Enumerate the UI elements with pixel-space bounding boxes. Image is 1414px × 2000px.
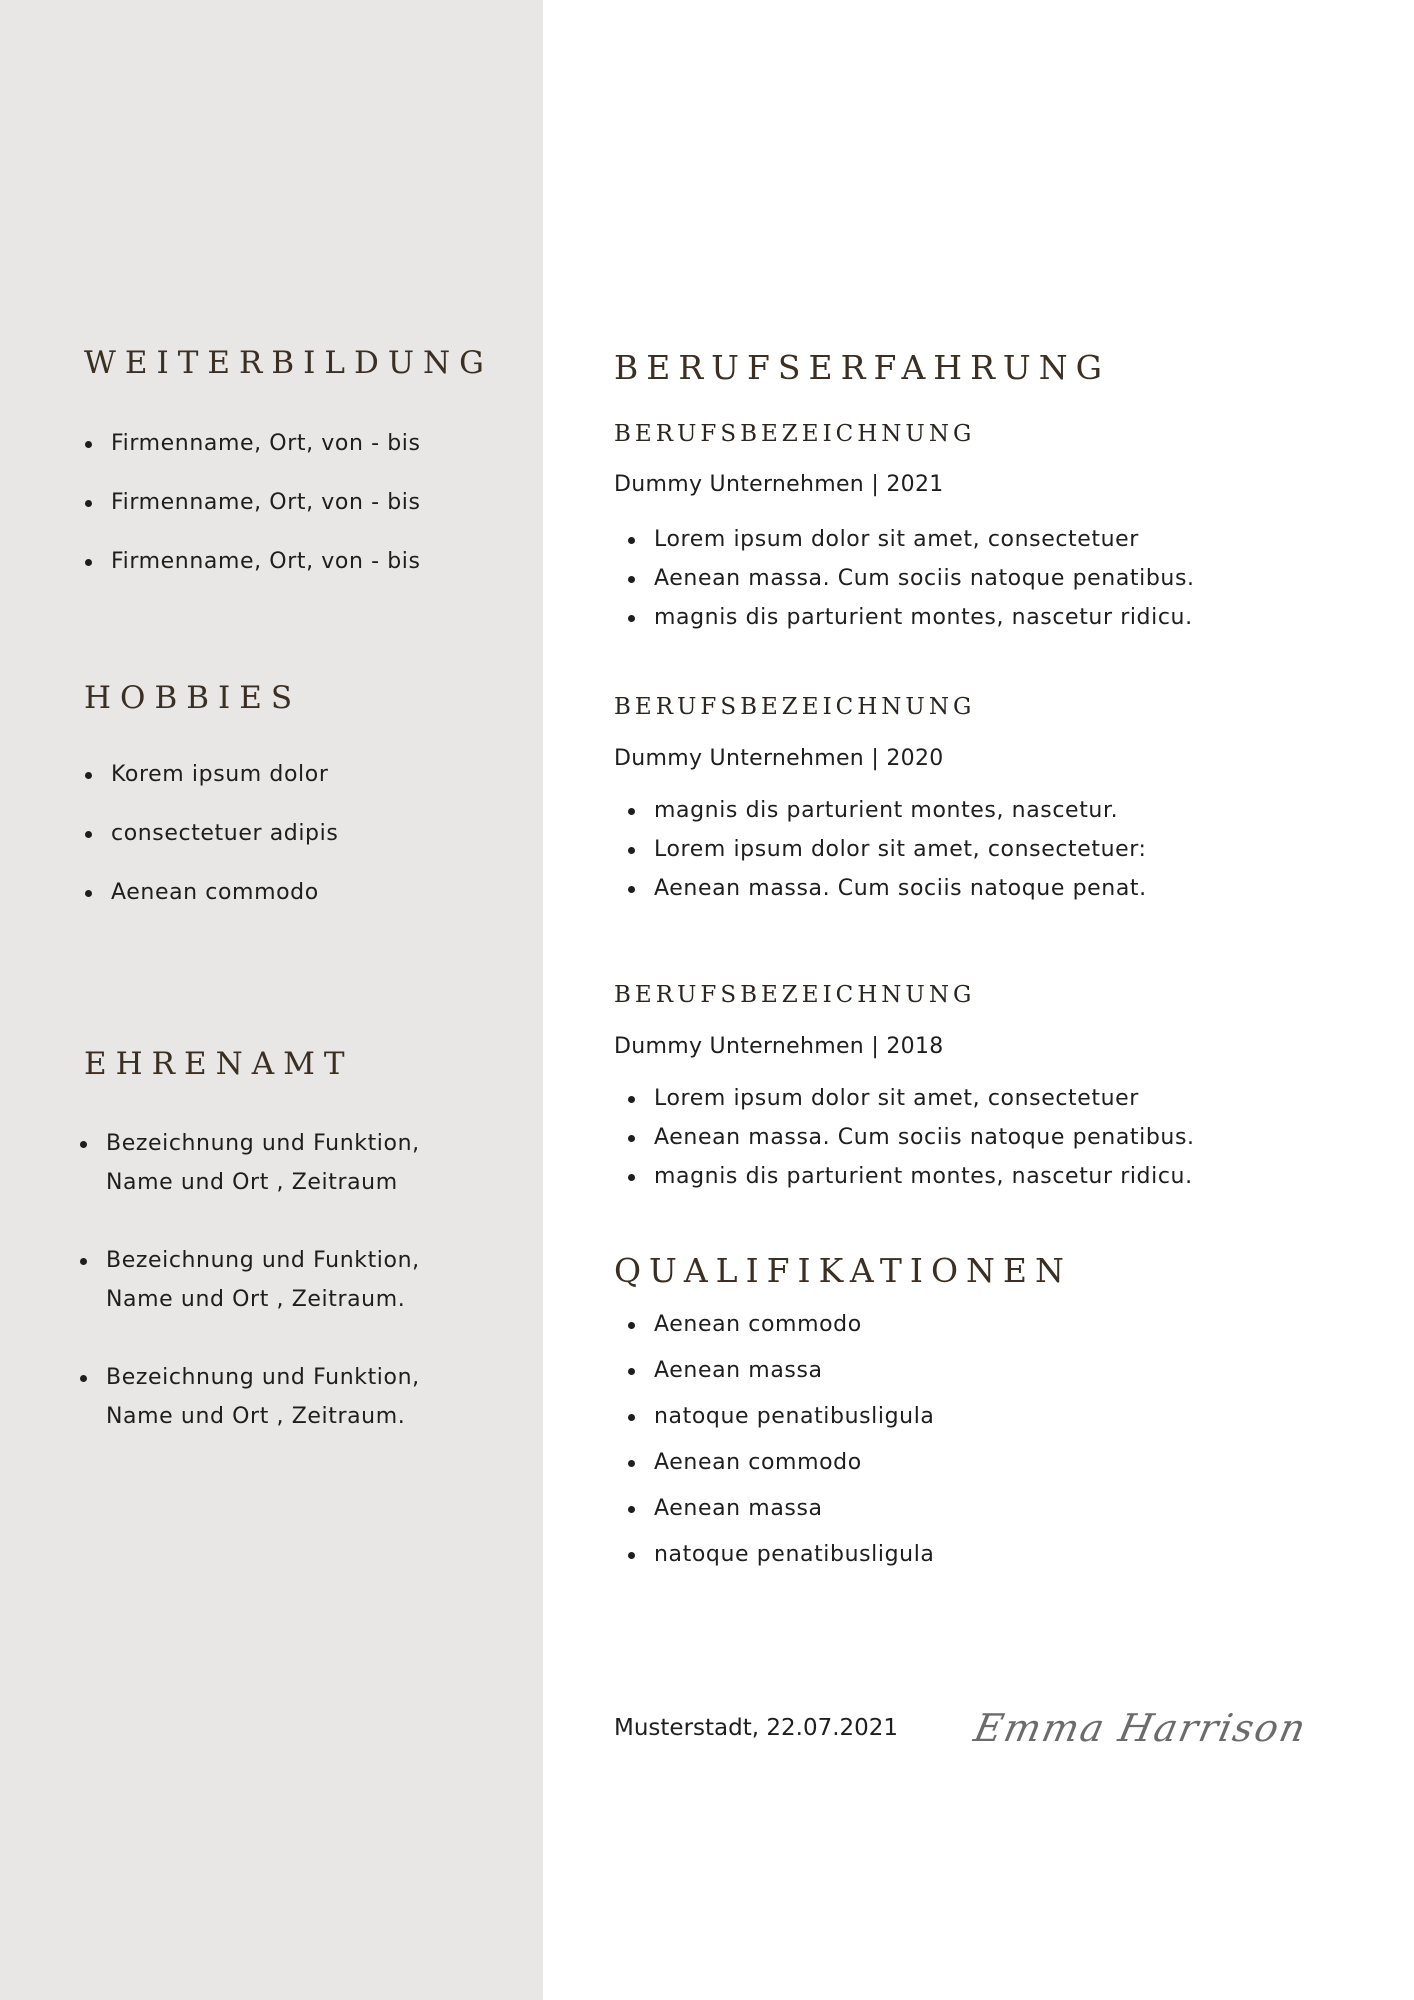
ehrenamt-list [78, 1124, 478, 1436]
list-item: Bezeichnung und Funktion, Name und Ort , Zeitraum. [78, 1358, 478, 1436]
qualifikationen-heading: QUALIFIKATIONEN [614, 1251, 1072, 1290]
job-duties-list [626, 520, 1406, 637]
qualifikationen-list [626, 1302, 1226, 1578]
list-item: Bezeichnung und Funktion, Name und Ort , Zeitraum [78, 1124, 478, 1202]
job-company: Dummy Unternehmen | 2021 [614, 472, 944, 497]
list-item: magnis dis parturient montes, nascetur. [626, 791, 1406, 830]
hobbies-heading: HOBBIES [84, 680, 302, 716]
berufserfahrung-heading: BERUFSERFAHRUNG [614, 348, 1110, 387]
list-item: Aenean commodo [626, 1302, 1226, 1348]
list-item: Lorem ipsum dolor sit amet, consectetuer: [626, 830, 1406, 869]
weiterbildung-list [83, 414, 523, 591]
job-company: Dummy Unternehmen | 2020 [614, 746, 944, 771]
job-duties-list [626, 791, 1406, 908]
place-date: Musterstadt, 22.07.2021 [614, 1715, 899, 1741]
list-item: Lorem ipsum dolor sit amet, consectetuer [626, 1079, 1406, 1118]
signature: Emma Harrison [970, 1706, 1312, 1750]
list-item: Firmenname, Ort, von - bis [83, 532, 523, 591]
list-item: Lorem ipsum dolor sit amet, consectetuer [626, 520, 1406, 559]
job-duties-list [626, 1079, 1406, 1196]
list-item: Firmenname, Ort, von - bis [83, 473, 523, 532]
job-company: Dummy Unternehmen | 2018 [614, 1034, 944, 1059]
list-item: consectetuer adipis [83, 804, 523, 863]
list-item: Aenean commodo [626, 1440, 1226, 1486]
list-item: Aenean massa [626, 1348, 1226, 1394]
list-item: Aenean massa. Cum sociis natoque penatibus. [626, 559, 1406, 598]
list-item: magnis dis parturient montes, nascetur ridicu. [626, 598, 1406, 637]
list-item: natoque penatibusligula [626, 1394, 1226, 1440]
ehrenamt-heading: EHRENAMT [84, 1046, 354, 1082]
main-content [543, 0, 1414, 2000]
weiterbildung-heading: WEITERBILDUNG [84, 345, 493, 381]
job-title: BERUFSBEZEICHNUNG [614, 694, 976, 720]
job-title: BERUFSBEZEICHNUNG [614, 421, 976, 447]
list-item: Aenean massa. Cum sociis natoque penat. [626, 869, 1406, 908]
list-item: Bezeichnung und Funktion, Name und Ort , Zeitraum. [78, 1241, 478, 1319]
list-item: Firmenname, Ort, von - bis [83, 414, 523, 473]
list-item: natoque penatibusligula [626, 1532, 1226, 1578]
list-item: Korem ipsum dolor [83, 745, 523, 804]
list-item: Aenean commodo [83, 863, 523, 922]
list-item: magnis dis parturient montes, nascetur ridicu. [626, 1157, 1406, 1196]
hobbies-list [83, 745, 523, 922]
job-title: BERUFSBEZEICHNUNG [614, 982, 976, 1008]
list-item: Aenean massa. Cum sociis natoque penatibus. [626, 1118, 1406, 1157]
list-item: Aenean massa [626, 1486, 1226, 1532]
sidebar [0, 0, 543, 2000]
